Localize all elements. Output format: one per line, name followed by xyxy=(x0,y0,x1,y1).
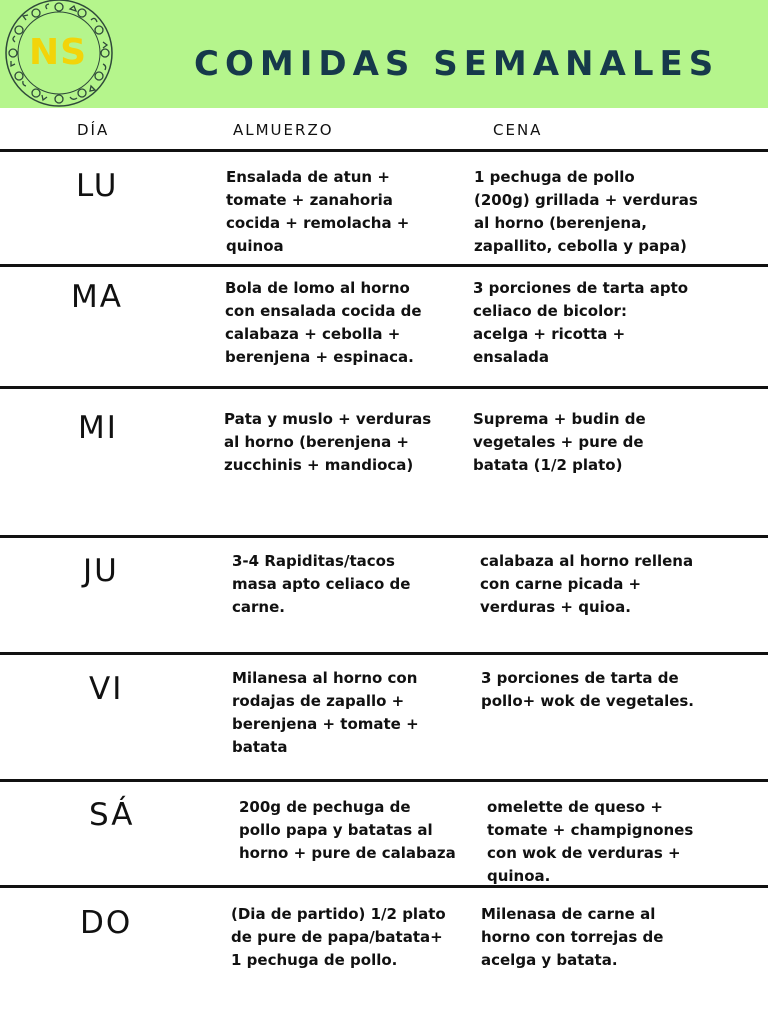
dinner-cell-sa: omelette de queso + tomate + champignones con wok de verduras + quinoa. xyxy=(487,798,694,885)
lunch-cell-vi: Milanesa al horno con rodajas de zapallo + berenjena + tomate + batata xyxy=(232,669,419,756)
logo xyxy=(2,0,114,108)
column-header-day: DÍA xyxy=(77,121,110,139)
dinner-cell-vi: 3 porciones de tarta de pollo+ wok de vegetales. xyxy=(481,669,695,710)
row-divider xyxy=(0,149,768,152)
column-header-dinner: CENA xyxy=(493,121,543,139)
page-title: COMIDAS SEMANALES xyxy=(194,44,720,84)
dinner-cell-mi: Suprema + budin de vegetales + pure de batata (1/2 plato) xyxy=(473,410,646,474)
logo-text: NS xyxy=(28,32,88,73)
lunch-cell-sa: 200g de pechuga de pollo papa y batatas al horno + pure de calabaza xyxy=(239,798,456,862)
dinner-cell-lu: 1 pechuga de pollo (200g) grillada + verduras al horno (berenjena, zapallito, cebolla y papa) xyxy=(474,168,698,255)
lunch-cell-ju: 3-4 Rapiditas/tacos masa apto celiaco de carne. xyxy=(232,552,411,616)
lunch-cell-ma: Bola de lomo al horno con ensalada cocida de calabaza + cebolla + berenjena + espinaca. xyxy=(225,279,422,366)
lunch-cell-lu: Ensalada de atun + tomate + zanahoria cocida + remolacha + quinoa xyxy=(226,168,410,255)
day-label-vi: VI xyxy=(89,671,124,707)
day-label-ma: MA xyxy=(71,279,123,315)
day-label-do: DO xyxy=(80,905,133,941)
dinner-cell-ju: calabaza al horno rellena con carne picada + verduras + quioa. xyxy=(480,552,694,616)
dinner-cell-do: Milenasa de carne al horno con torrejas de acelga y batata. xyxy=(481,905,664,969)
row-divider xyxy=(0,779,768,782)
row-divider xyxy=(0,386,768,389)
row-divider xyxy=(0,652,768,655)
day-label-sa: SÁ xyxy=(89,797,135,833)
lunch-cell-do: (Dia de partido) 1/2 plato de pure de papa/batata+ 1 pechuga de pollo. xyxy=(231,905,446,969)
day-label-lu: LU xyxy=(76,168,119,204)
lunch-cell-mi: Pata y muslo + verduras al horno (berenjena + zucchinis + mandioca) xyxy=(224,410,432,474)
row-divider xyxy=(0,264,768,267)
dinner-cell-ma: 3 porciones de tarta apto celiaco de bicolor: acelga + ricotta + ensalada xyxy=(473,279,689,366)
day-label-ju: JU xyxy=(83,553,119,589)
row-divider xyxy=(0,535,768,538)
column-header-lunch: ALMUERZO xyxy=(233,121,334,139)
day-label-mi: MI xyxy=(78,410,118,446)
